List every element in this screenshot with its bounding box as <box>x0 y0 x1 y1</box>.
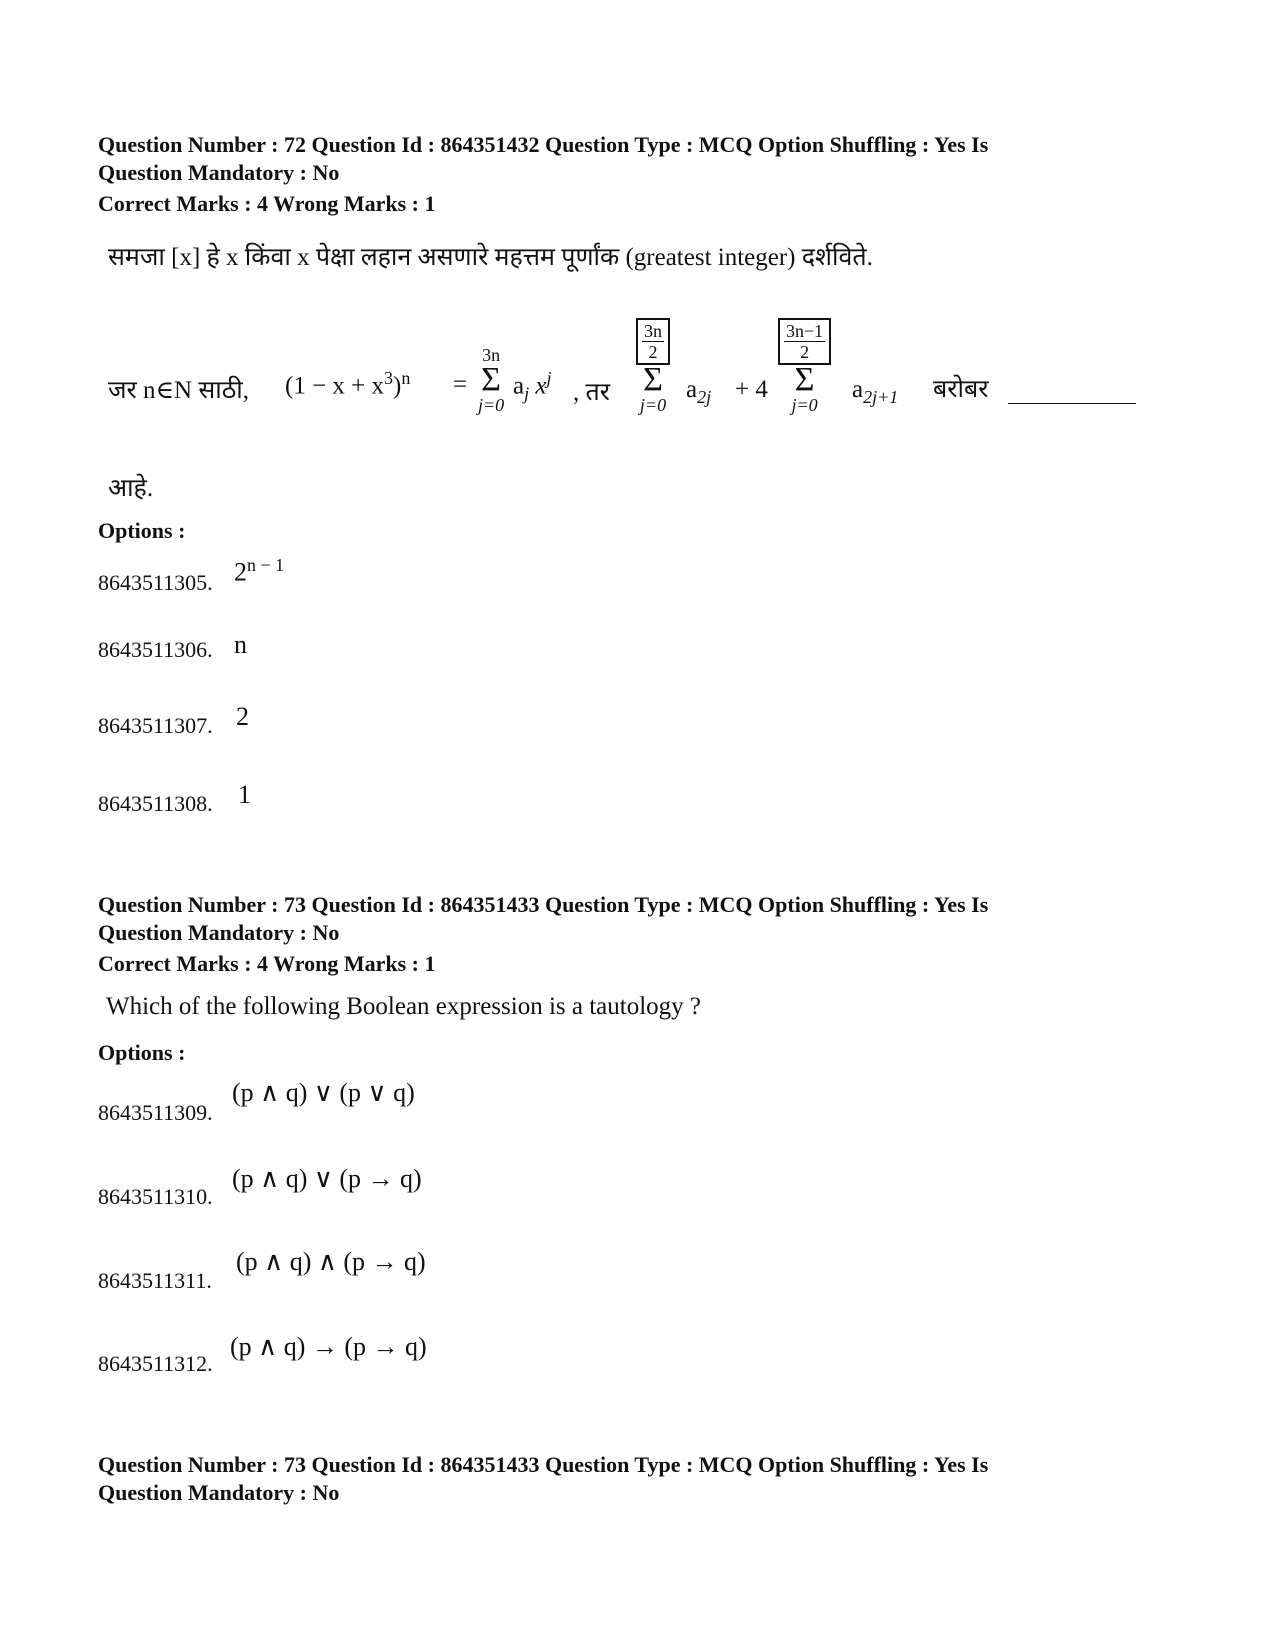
option-id: 8643511310. <box>98 1184 213 1209</box>
sum-1: 3n Σ j=0 <box>478 345 505 415</box>
question-intro-text: Which of the following Boolean expression is a tautology ? <box>106 993 702 1020</box>
sum-3: $\frac{3n-1}{2}$ Σ j=0 <box>778 318 831 415</box>
equation-prefix: जर n∈N साठी, <box>108 377 249 404</box>
answer-blank <box>1008 401 1136 404</box>
option-id: 8643511305. <box>98 570 213 595</box>
question-mandatory-line: Question Mandatory : No <box>98 1480 340 1505</box>
option-value: 2 <box>236 702 249 731</box>
then-text: , तर <box>573 379 610 406</box>
question-mandatory-line: Question Mandatory : No <box>98 160 340 185</box>
option-value: (p ∧ q) ∧ (p → q) <box>236 1247 426 1276</box>
option-item[interactable] <box>98 1164 422 1210</box>
option-value: $2^{n - 1}$ <box>234 555 285 587</box>
equal-to-text: बरोबर <box>933 376 989 403</box>
option-value: (p ∧ q) ∨ (p ∨ q) <box>232 1078 415 1107</box>
option-value: 1 <box>238 780 251 809</box>
options-label: Options : <box>98 1040 186 1065</box>
option-value: n <box>234 630 247 659</box>
option-id: 8643511311. <box>98 1268 212 1293</box>
options-label: Options : <box>98 518 186 543</box>
option-id: 8643511309. <box>98 1100 213 1125</box>
sum-1-term: $a_j$ $x^j$ <box>513 368 552 404</box>
option-item[interactable] <box>98 702 249 739</box>
sum-3-term: $a_{2j+1}$ <box>852 376 899 407</box>
question-73-repeat-header <box>98 1451 988 1507</box>
question-73-header <box>98 891 988 947</box>
marks-line: Correct Marks : 4 Wrong Marks : 1 <box>98 951 436 976</box>
equals-sign: = <box>453 371 468 398</box>
option-id: 8643511308. <box>98 791 213 816</box>
question-header-line: Question Number : 73 Question Id : 864351433 Question Type : MCQ Option Shuffling : Yes Is <box>98 892 989 917</box>
option-id: 8643511306. <box>98 637 213 662</box>
question-closing-text: आहे. <box>108 475 154 502</box>
option-item[interactable] <box>98 555 285 596</box>
question-72-header <box>98 131 988 187</box>
option-id: 8643511307. <box>98 713 213 738</box>
question-intro-text: समजा [x] हे x किंवा x पेक्षा लहान असणारे महत्तम पूर्णांक (greatest integer) दर्शविते. <box>108 244 873 271</box>
option-value: (p ∧ q) ∨ (p → q) <box>232 1164 422 1193</box>
option-item[interactable] <box>98 1332 427 1377</box>
sum-2-term: $a_{2j}$ <box>686 376 712 407</box>
sum-2: $\frac{3n}{2}$ Σ j=0 <box>636 318 670 415</box>
question-header-line: Question Number : 72 Question Id : 864351432 Question Type : MCQ Option Shuffling : Yes Is <box>98 132 989 157</box>
question-mandatory-line: Question Mandatory : No <box>98 920 340 945</box>
marks-line: Correct Marks : 4 Wrong Marks : 1 <box>98 191 436 216</box>
plus-four: + 4 <box>735 376 768 403</box>
option-value: (p ∧ q) → (p → q) <box>230 1332 427 1361</box>
option-item[interactable] <box>98 1247 426 1294</box>
question-header-line: Question Number : 73 Question Id : 864351433 Question Type : MCQ Option Shuffling : Yes Is <box>98 1452 989 1477</box>
option-item[interactable] <box>98 1078 415 1126</box>
option-item[interactable] <box>98 780 251 817</box>
option-id: 8643511312. <box>98 1351 213 1376</box>
option-item[interactable] <box>98 630 247 663</box>
equation-lhs: $(1 - x + x^3)^n$ <box>285 368 411 400</box>
